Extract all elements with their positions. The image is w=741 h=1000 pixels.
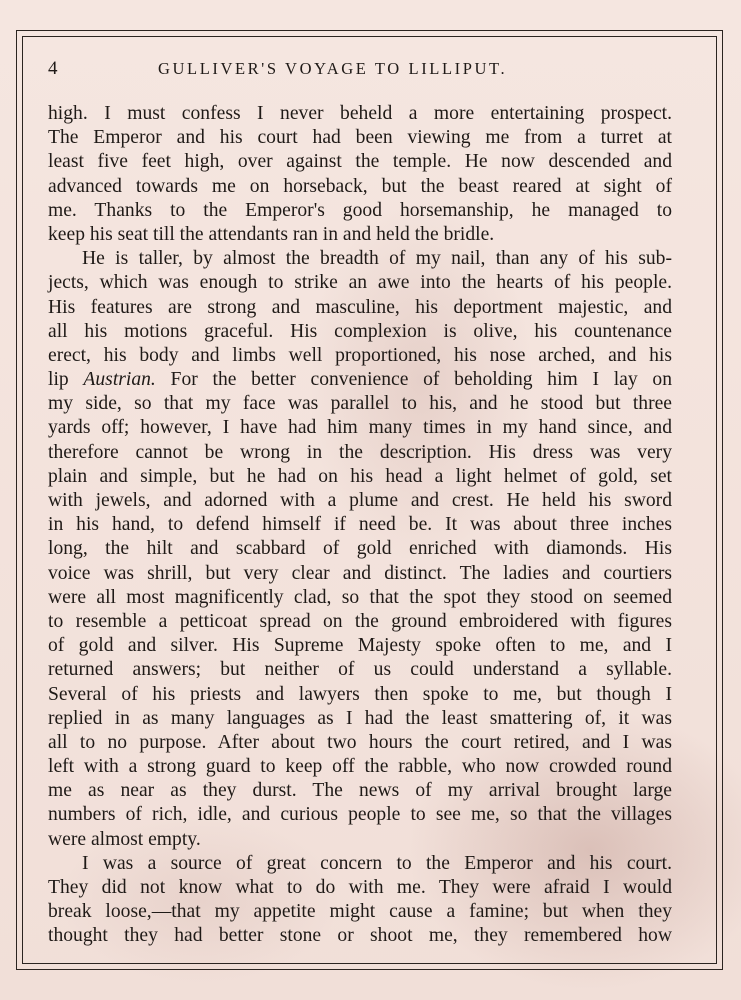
text-line: I was a source of great concern to the Emperor and his court. [82, 852, 672, 874]
text-line: erect, his body and limbs well proportioned, his nose arched, and his [48, 344, 672, 366]
running-title: GULLIVER'S VOYAGE TO LILLIPUT. [158, 59, 508, 78]
text-line: break loose,—that my appetite might cause a famine; but when they [48, 901, 672, 923]
text-line: high. I must confess I never beheld a more entertaining prospect. [48, 103, 672, 124]
text-line: with jewels, and adorned with a plume and crest. He held his sword [48, 490, 672, 511]
text-line: replied in as many languages as I had the least smattering of, it was [48, 707, 672, 729]
text-line: plain and simple, but he had on his head a light helmet of gold, set [48, 465, 672, 487]
text-span: lip [48, 369, 84, 391]
page-header [48, 58, 672, 84]
text-line: advanced towards me on horseback, but the beast reared at sight of [48, 175, 672, 197]
text-line: voice was shrill, but very clear and distinct. The ladies and courtiers [48, 562, 672, 584]
text-line: to resemble a petticoat spread on the ground embroidered with figures [48, 610, 672, 632]
text-line: long, the hilt and scabbard of gold enriched with diamonds. His [48, 538, 672, 560]
body-text [48, 102, 672, 949]
text-line: me. Thanks to the Emperor's good horsemanship, he managed to [48, 199, 672, 221]
text-line: were almost empty. [48, 828, 201, 850]
page-number: 4 [48, 58, 59, 79]
text-line: yards off; however, I have had him many times in my hand since, and [48, 417, 672, 439]
text-line: in his hand, to defend himself if need be. It was about three inches [48, 514, 672, 536]
text-line: therefore cannot be wrong in the description. His dress was very [48, 441, 672, 463]
text-line: were all most magnificently clad, so that the spot they stood on seemed [48, 586, 672, 608]
text-line: my side, so that my face was parallel to his, and he stood but three [48, 393, 672, 415]
text-line: Several of his priests and lawyers then spoke to me, but though I [48, 683, 672, 705]
text-line: of gold and silver. His Supreme Majesty spoke often to me, and I [48, 635, 672, 657]
text-line: left with a strong guard to keep off the rabble, who now crowded round [48, 756, 672, 778]
text-line: numbers of rich, idle, and curious people to see me, so that the villages [48, 804, 672, 826]
text-line: thought they had better stone or shoot me, they remembered how [48, 925, 672, 947]
text-span: For the better convenience of beholding him I lay on [155, 369, 672, 391]
text-line [48, 368, 672, 392]
text-line: jects, which was enough to strike an awe into the hearts of his people. [48, 272, 672, 294]
italic-word: Austrian. [83, 369, 156, 391]
text-line: all to no purpose. After about two hours the court retired, and I was [48, 731, 672, 753]
text-line: keep his seat till the attendants ran in and held the bridle. [48, 223, 495, 245]
text-line: He is taller, by almost the breadth of my nail, than any of his sub- [82, 248, 672, 270]
text-line: all his motions graceful. His complexion is olive, his countenance [48, 320, 672, 342]
text-line: They did not know what to do with me. They were afraid I would [48, 877, 672, 898]
text-line: The Emperor and his court had been viewing me from a turret at [48, 127, 672, 149]
text-line: His features are strong and masculine, his deportment majestic, and [48, 296, 672, 318]
text-line: me as near as they durst. The news of my arrival brought large [48, 780, 672, 802]
text-line: returned answers; but neither of us could understand a syllable. [48, 659, 672, 681]
text-line: least five feet high, over against the temple. He now descended and [48, 151, 672, 173]
